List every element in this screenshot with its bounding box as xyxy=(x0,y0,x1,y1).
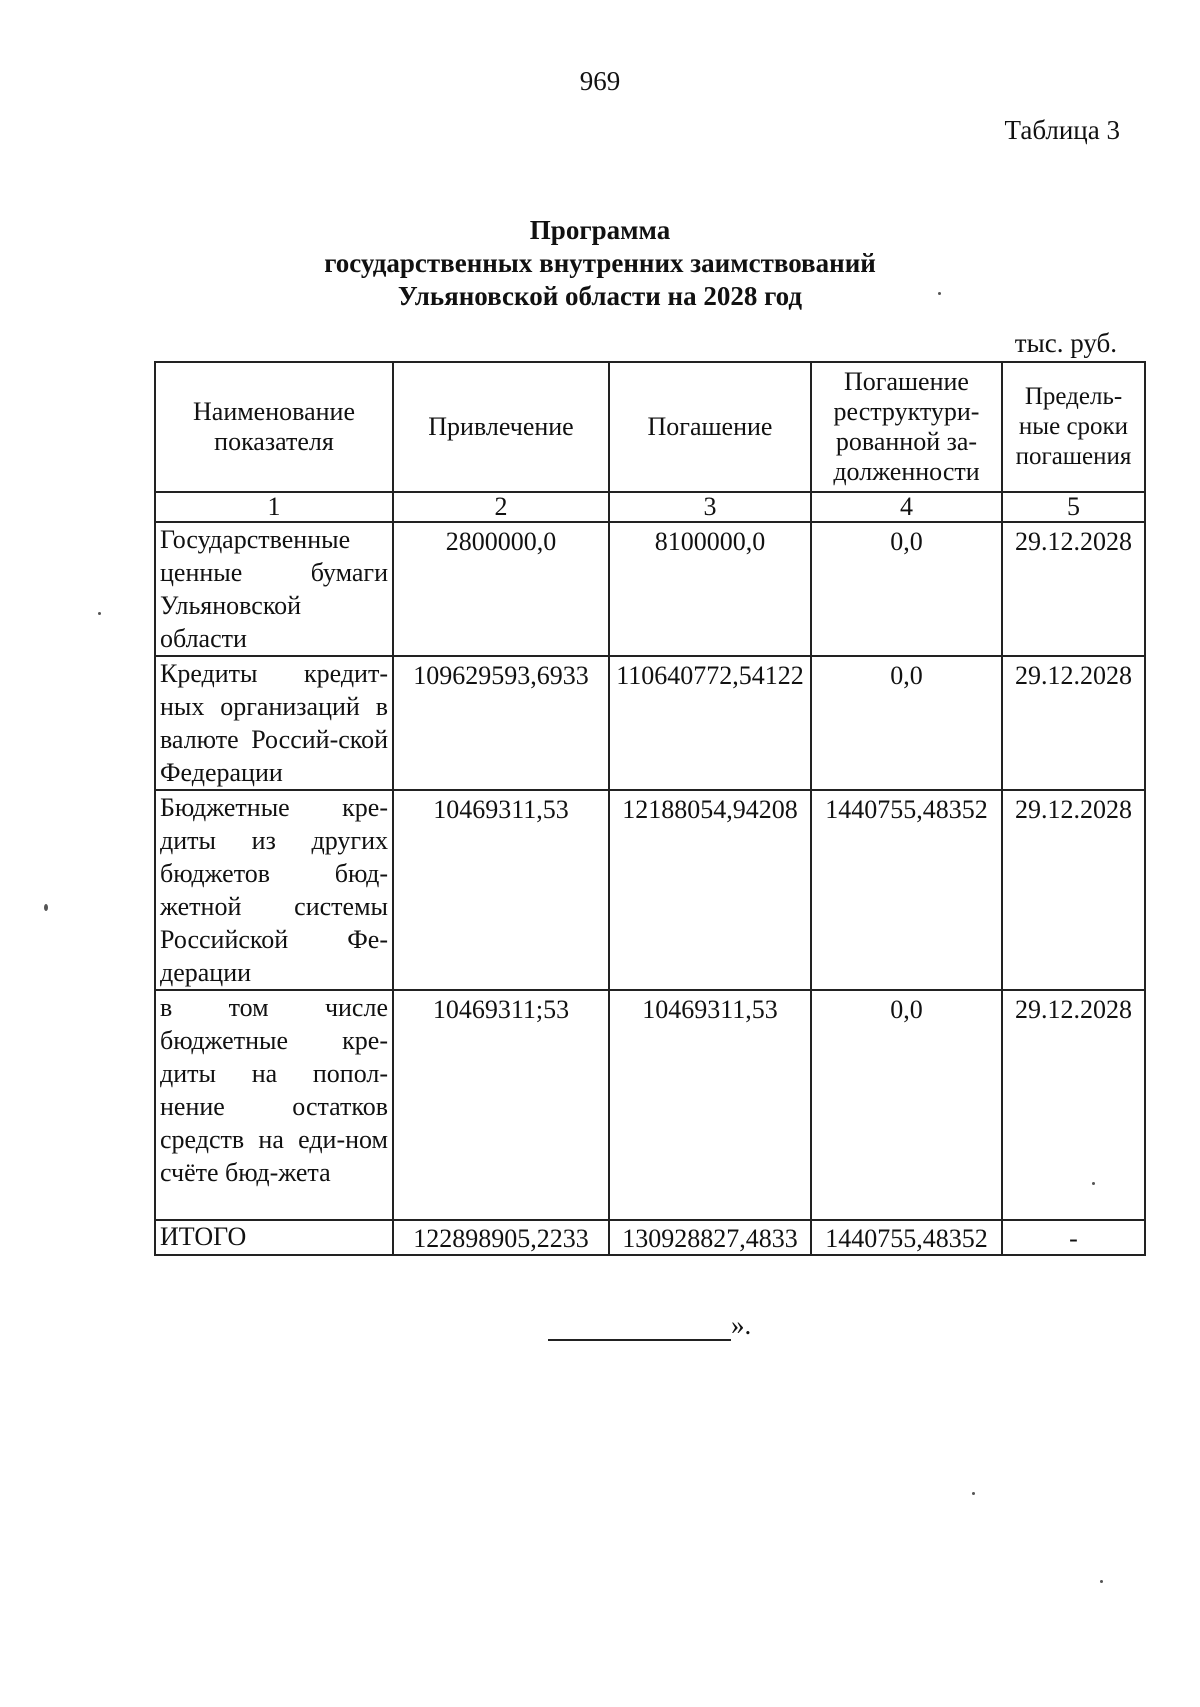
borrowing-table xyxy=(154,361,1146,1256)
closing-mark xyxy=(548,1310,751,1341)
total-row xyxy=(155,1220,1145,1255)
header-name: Наименование показателя xyxy=(155,362,393,492)
title-line-1: Программа xyxy=(529,215,671,245)
header-restructured: Погашение реструктури-рованной за-долженности xyxy=(811,362,1002,492)
scan-speck xyxy=(1092,1182,1095,1185)
row-name: Бюджетные кре-диты из других бюджетов бюд-жетной системы Российской Фе-дерации xyxy=(155,790,393,990)
header-deadline: Предель-ные сроки погашения xyxy=(1002,362,1145,492)
header-attraction: Привлечение xyxy=(393,362,609,492)
row-attraction: 109629593,6933 xyxy=(393,656,609,790)
row-restructured: 1440755,48352 xyxy=(811,790,1002,990)
row-name: в том числе бюджетные кре-диты на попол-нение остатков средств на еди-ном счёте бюд-жета xyxy=(155,990,393,1220)
row-repayment: 8100000,0 xyxy=(609,522,811,656)
scan-speck xyxy=(1100,1580,1103,1583)
table-row xyxy=(155,990,1145,1220)
row-attraction: 2800000,0 xyxy=(393,522,609,656)
closing-quote: ». xyxy=(731,1310,752,1340)
row-name: Государственные ценные бумаги Ульяновской области xyxy=(155,522,393,656)
row-repayment: 10469311,53 xyxy=(609,990,811,1220)
row-repayment: 110640772,54122 xyxy=(609,656,811,790)
row-deadline: 29.12.2028 xyxy=(1002,790,1145,990)
page-number: 969 xyxy=(579,66,621,96)
title-line-3: Ульяновской области на 2028 год xyxy=(397,281,803,311)
row-restructured: 0,0 xyxy=(811,990,1002,1220)
closing-underline xyxy=(548,1315,731,1341)
column-number: 2 xyxy=(393,492,609,522)
total-name: ИТОГО xyxy=(155,1220,393,1255)
scan-speck xyxy=(938,292,941,295)
row-name: Кредиты кредит-ных организаций в валюте Россий-ской Федерации xyxy=(155,656,393,790)
total-repayment: 130928827,4833 xyxy=(609,1220,811,1255)
table-row xyxy=(155,656,1145,790)
column-number: 4 xyxy=(811,492,1002,522)
scan-speck xyxy=(98,612,101,615)
row-restructured: 0,0 xyxy=(811,522,1002,656)
column-number: 3 xyxy=(609,492,811,522)
header-row xyxy=(155,362,1145,492)
scan-speck xyxy=(44,904,48,911)
header-repayment: Погашение xyxy=(609,362,811,492)
row-attraction: 10469311;53 xyxy=(393,990,609,1220)
table-row xyxy=(155,790,1145,990)
scan-speck xyxy=(972,1492,975,1495)
row-repayment: 12188054,94208 xyxy=(609,790,811,990)
row-deadline: 29.12.2028 xyxy=(1002,656,1145,790)
column-number: 1 xyxy=(155,492,393,522)
row-restructured: 0,0 xyxy=(811,656,1002,790)
total-restructured: 1440755,48352 xyxy=(811,1220,1002,1255)
column-number-row xyxy=(155,492,1145,522)
document-title xyxy=(0,214,1200,313)
table-label: Таблица 3 xyxy=(1004,115,1120,145)
column-number: 5 xyxy=(1002,492,1145,522)
table-row xyxy=(155,522,1145,656)
row-deadline: 29.12.2028 xyxy=(1002,522,1145,656)
title-line-2: государственных внутренних заимствований xyxy=(324,248,876,278)
row-deadline: 29.12.2028 xyxy=(1002,990,1145,1220)
total-deadline: - xyxy=(1002,1220,1145,1255)
total-attraction: 122898905,2233 xyxy=(393,1220,609,1255)
unit-label: тыс. руб. xyxy=(1014,328,1117,358)
row-attraction: 10469311,53 xyxy=(393,790,609,990)
